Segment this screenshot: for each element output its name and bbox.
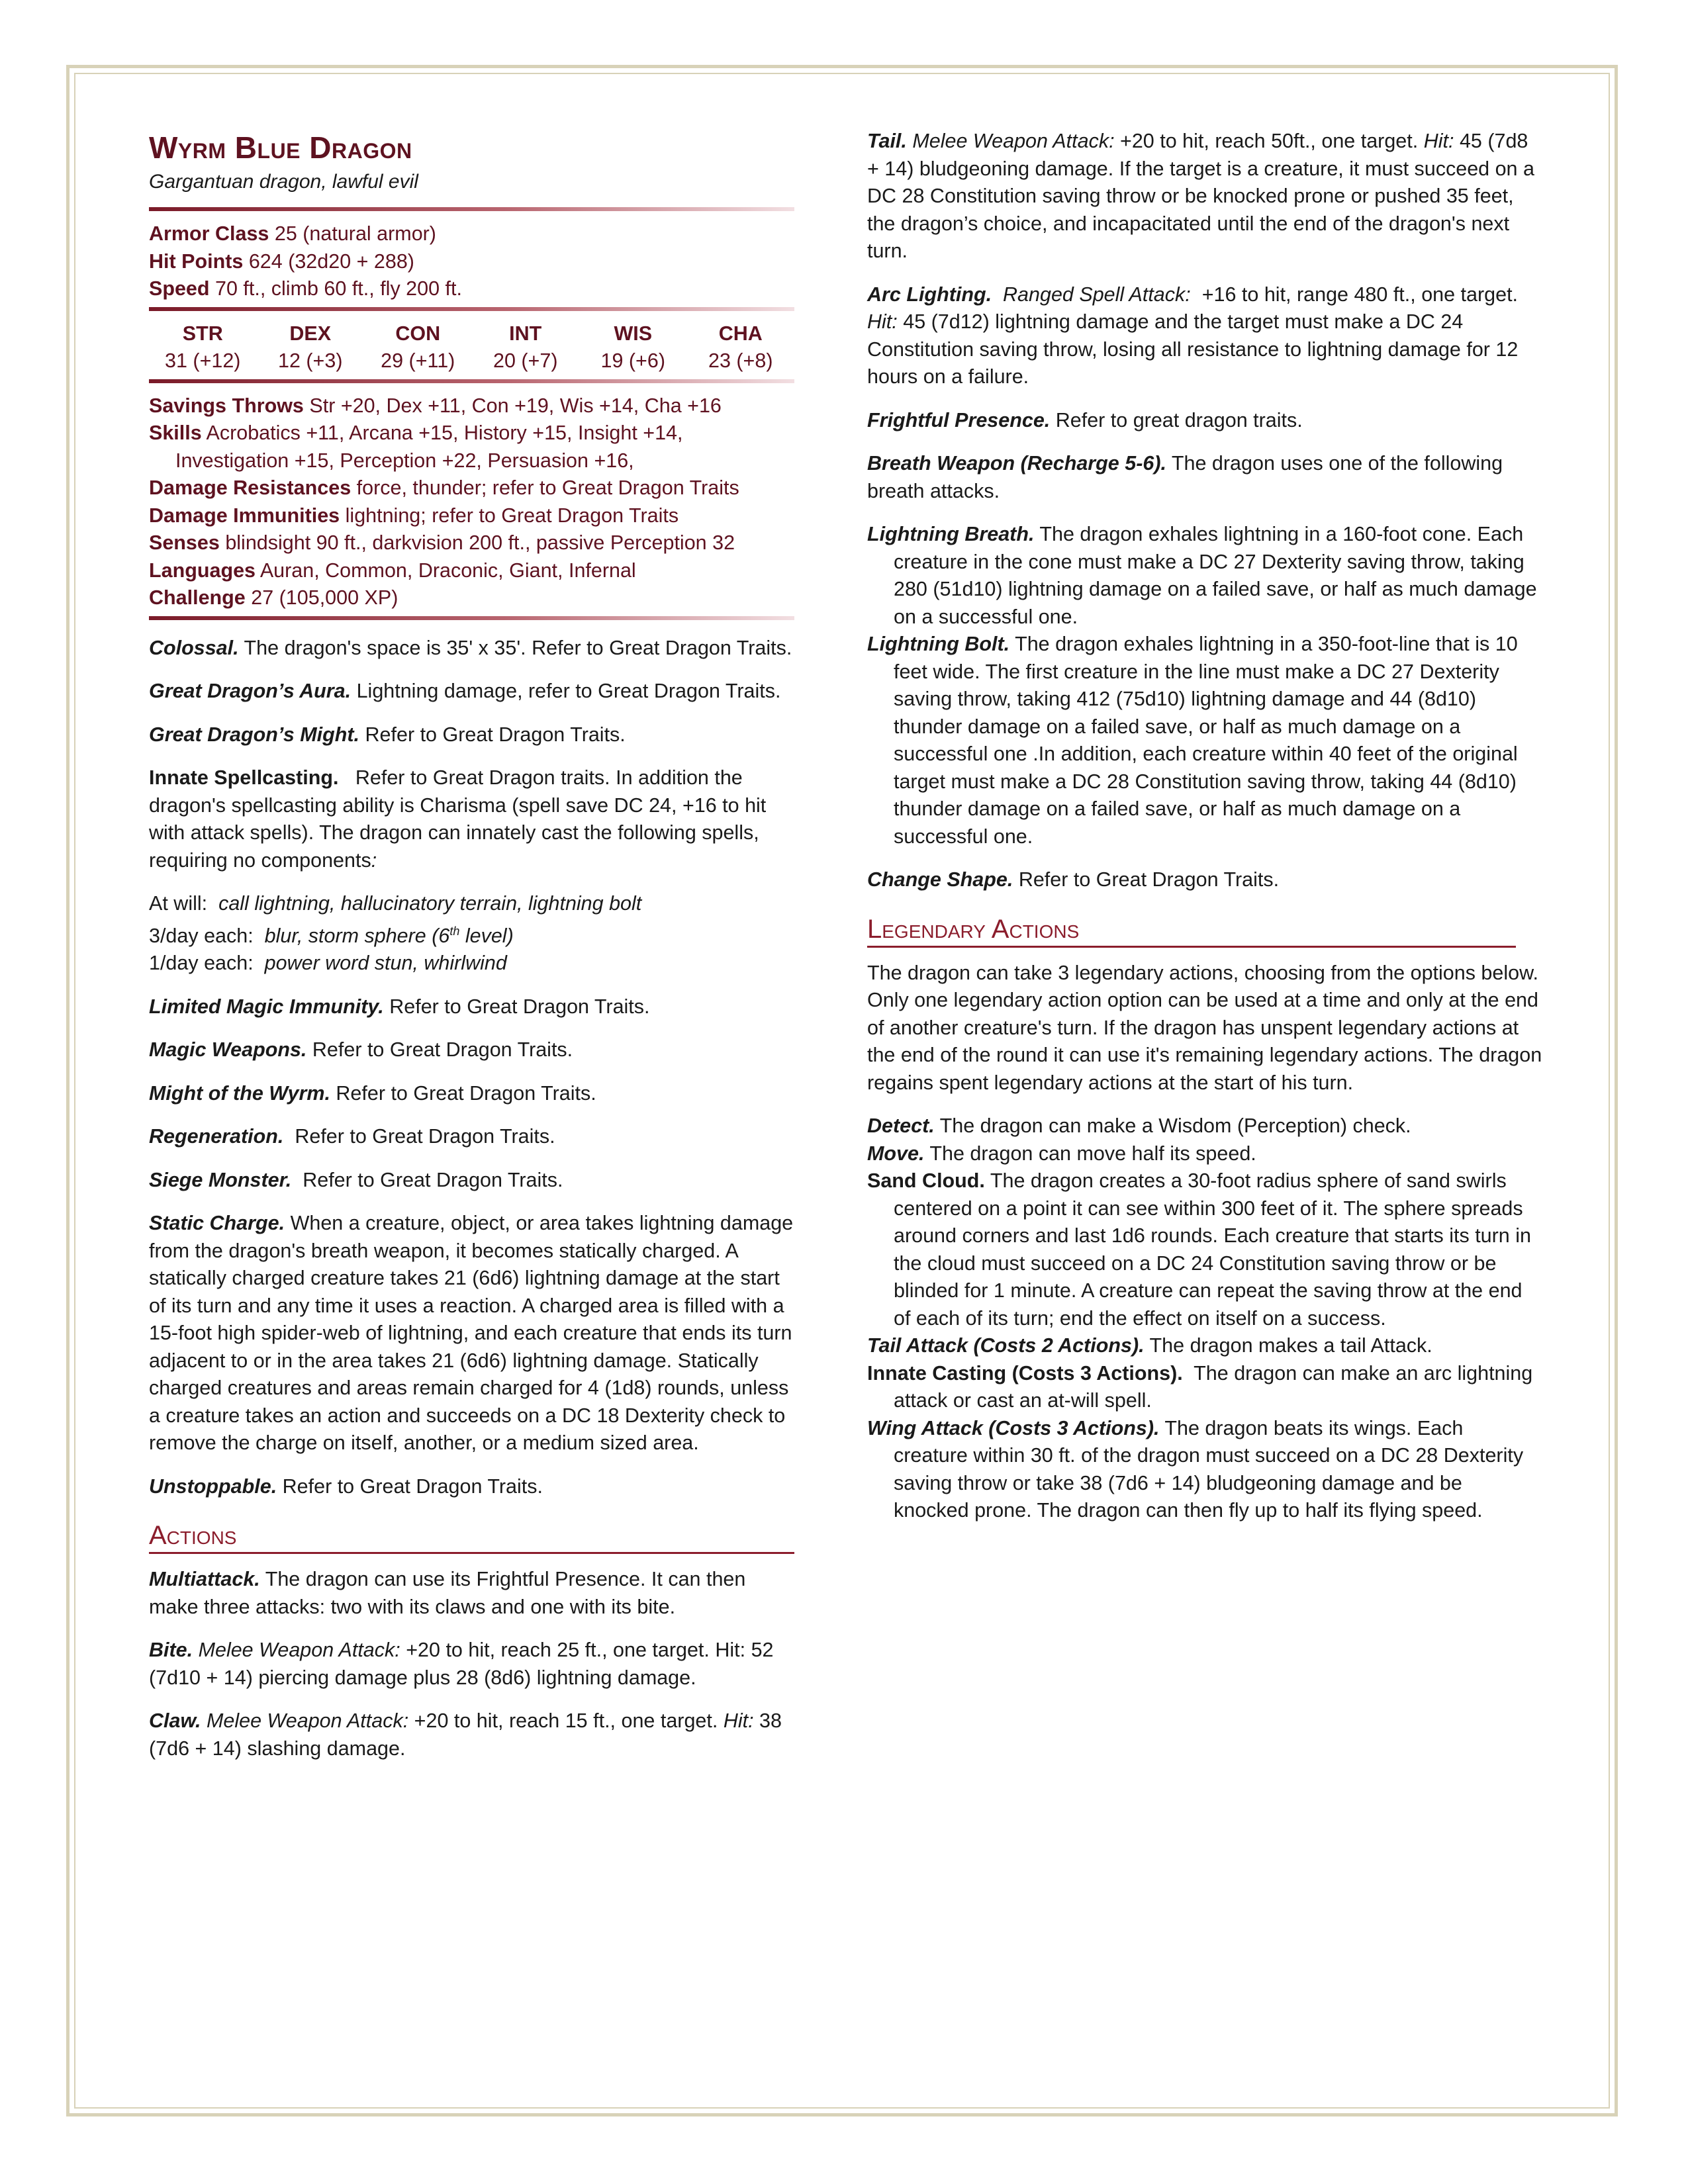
trait-colossal: Colossal. The dragon's space is 35' x 35'. Refer to Great Dragon Traits. [149, 636, 792, 659]
spell-line-1-day: 1/day each: power word stun, whirlwind [149, 952, 507, 975]
action-arc-lighting: Arc Lighting. Ranged Spell Attack: +16 to hit, range 480 ft., one target. Hit: 45 (7d12) lightning damage and the target must make a DC 24 Constitution saving throw, losing all resistance to lightning damage for 12 hours on a failure. [867, 283, 1519, 388]
skills: Skills Acrobatics +11, Arcana +15, History +15, Insight +14, Investigation +15, Perception +22, Persuasion +16, [149, 422, 683, 472]
armor-class: Armor Class 25 (natural armor) [149, 222, 436, 245]
legendary-detect: Detect. The dragon can make a Wisdom (Perception) check. [867, 1115, 1411, 1137]
action-frightful-presence: Frightful Presence. Refer to great dragon traits. [867, 408, 1303, 432]
trait-regeneration: Regeneration. Refer to Great Dragon Traits. [149, 1125, 555, 1148]
divider [149, 207, 794, 211]
divider [149, 307, 794, 311]
action-claw: Claw. Melee Weapon Attack: +20 to hit, reach 15 ft., one target. Hit: 38 (7d6 + 14) slashing damage. [149, 1709, 782, 1760]
creature-name: Wyrm Blue Dragon [149, 130, 412, 165]
legendary-tail-attack: Tail Attack (Costs 2 Actions). The dragon makes a tail Attack. [867, 1334, 1432, 1357]
trait-might-of-the-wyrm: Might of the Wyrm. Refer to Great Dragon Traits. [149, 1081, 596, 1105]
damage-resistances: Damage Resistances force, thunder; refer to Great Dragon Traits [149, 477, 739, 499]
trait-limited-magic-immunity: Limited Magic Immunity. Refer to Great Dragon Traits. [149, 995, 650, 1018]
legendary-sand-cloud: Sand Cloud. The dragon creates a 30-foot radius sphere of sand swirls centered on a point it can see within 300 feet of it. The sphere spreads around corners and last 1d6 rounds. Each creature that starts its turn in the cloud must succeed on a DC 24 Constitution saving throw or be blinded for 1 minute. A creature can repeat the saving throw at the end of each of its turn; end the effect on itself on a success. [867, 1169, 1531, 1330]
divider [149, 379, 794, 383]
divider [149, 616, 794, 620]
ability-cha: CHA 23 (+8) [708, 322, 773, 372]
action-change-shape: Change Shape. Refer to Great Dragon Traits. [867, 868, 1280, 891]
stat-block-right-column [867, 128, 1542, 1525]
trait-static-charge: Static Charge. When a creature, object, or area takes lightning damage from the dragon's breath weapon, it becomes statically charged. A statically charged creature takes 21 (6d6) lightning damage at the start of its turn and any time it uses a reaction. A charged area is filled with a 15-foot high spider-web of lightning, and each creature that ends its turn adjacent to or in the area takes 21 (6d6) lightning damage. Statically charged creatures and areas remain charged for 4 (1d8) rounds, unless a creature takes an action and succeeds on a DC 18 Dexterity check to remove the charge on itself, another, or a medium sized area. [149, 1212, 794, 1455]
trait-unstoppable: Unstoppable. Refer to Great Dragon Traits. [149, 1475, 543, 1498]
breath-lightning-breath: Lightning Breath. The dragon exhales lightning in a 160-foot cone. Each creature in the cone must make a DC 27 Dexterity saving throw, taking 280 (51d10) lightning damage on a failed save, or half as much damage on a successful one. [867, 523, 1537, 628]
legendary-actions-heading: Legendary Actions [867, 914, 1516, 948]
trait-might: Great Dragon’s Might. Refer to Great Dragon Traits. [149, 723, 626, 746]
legendary-wing-attack: Wing Attack (Costs 3 Actions). The dragon beats its wings. Each creature within 30 ft. of the dragon must succeed on a DC 28 Dexterity saving throw or take 38 (7d6 + 14) bludgeoning damage and be knocked prone. The dragon can then fly up to half its flying speed. [867, 1416, 1524, 1522]
breath-lightning-bolt: Lightning Bolt. The dragon exhales lightning in a 350-foot-line that is 10 feet wide. The first creature in the line must make a DC 27 Dexterity saving throw, taking 412 (75d10) lightning damage and 44 (8d10) thunder damage on a failed save, or half as much damage on a successful one .In addition, each creature within 40 feet of the original target must make a DC 28 Constitution saving throw, taking 44 (8d10) thunder damage on a failed save, or half as much damage on a successful one. [867, 633, 1518, 848]
action-breath-weapon: Breath Weapon (Recharge 5-6). The dragon uses one of the following breath attacks. [867, 452, 1503, 502]
ability-scores [149, 320, 794, 375]
ability-con: CON 29 (+11) [381, 322, 455, 372]
speed: Speed 70 ft., climb 60 ft., fly 200 ft. [149, 277, 462, 300]
legendary-innate-casting: Innate Casting (Costs 3 Actions). The dragon can make an arc lightning attack or cast an at-will spell. [867, 1361, 1533, 1412]
legendary-intro: The dragon can take 3 legendary actions, choosing from the options below. Only one legendary action option can be used at a time and only at the end of another creature's turn. If the dragon has unspent legendary actions at the end of the round it can use it's remaining legendary actions. The dragon regains spent legendary actions at the start of his turn. [867, 961, 1542, 1094]
action-multiattack: Multiattack. The dragon can use its Frightful Presence. It can then make three attacks: two with its claws and one with its bite. [149, 1568, 746, 1618]
trait-innate-spellcasting: Innate Spellcasting. Refer to Great Dragon traits. In addition the dragon's spellcasting ability is Charisma (spell save DC 24, +16 to hit with attack spells). The dragon can innately cast the following spells, requiring no components: [149, 766, 767, 872]
saving-throws: Savings Throws Str +20, Dex +11, Con +19, Wis +14, Cha +16 [149, 394, 722, 417]
creature-type: Gargantuan dragon, lawful evil [149, 171, 418, 193]
senses: Senses blindsight 90 ft., darkvision 200 ft., passive Perception 32 [149, 531, 735, 554]
stat-block-left-column [149, 129, 798, 1778]
trait-aura: Great Dragon’s Aura. Lightning damage, refer to Great Dragon Traits. [149, 680, 781, 702]
action-bite: Bite. Melee Weapon Attack: +20 to hit, reach 25 ft., one target. Hit: 52 (7d10 + 14) piercing damage plus 28 (8d6) lightning damage. [149, 1639, 774, 1689]
challenge: Challenge 27 (105,000 XP) [149, 586, 399, 609]
languages: Languages Auran, Common, Draconic, Giant, Infernal [149, 559, 636, 582]
ability-dex: DEX 12 (+3) [278, 322, 343, 372]
actions-heading: Actions [149, 1520, 794, 1554]
spell-line-at-will: At will: call lightning, hallucinatory terrain, lightning bolt [149, 892, 642, 915]
spell-line-3-day: 3/day each: blur, storm sphere (6th level) [149, 924, 514, 947]
trait-siege-monster: Siege Monster. Refer to Great Dragon Traits. [149, 1168, 563, 1191]
hit-points: Hit Points 624 (32d20 + 288) [149, 250, 414, 273]
legendary-move: Move. The dragon can move half its speed. [867, 1142, 1256, 1165]
damage-immunities: Damage Immunities lightning; refer to Great Dragon Traits [149, 504, 679, 527]
ability-int: INT 20 (+7) [493, 322, 558, 372]
action-tail: Tail. Melee Weapon Attack: +20 to hit, reach 50ft., one target. Hit: 45 (7d8 + 14) bludgeoning damage. If the target is a creature, it must succeed on a DC 28 Constitution saving throw or be knocked prone or pushed 35 feet, the dragon’s choice, and incapacitated until the end of the dragon's next turn. [867, 130, 1534, 262]
spell-list [149, 890, 798, 978]
trait-magic-weapons: Magic Weapons. Refer to Great Dragon Traits. [149, 1038, 573, 1062]
ability-str: STR 31 (+12) [165, 322, 241, 372]
ability-wis: WIS 19 (+6) [600, 322, 665, 372]
